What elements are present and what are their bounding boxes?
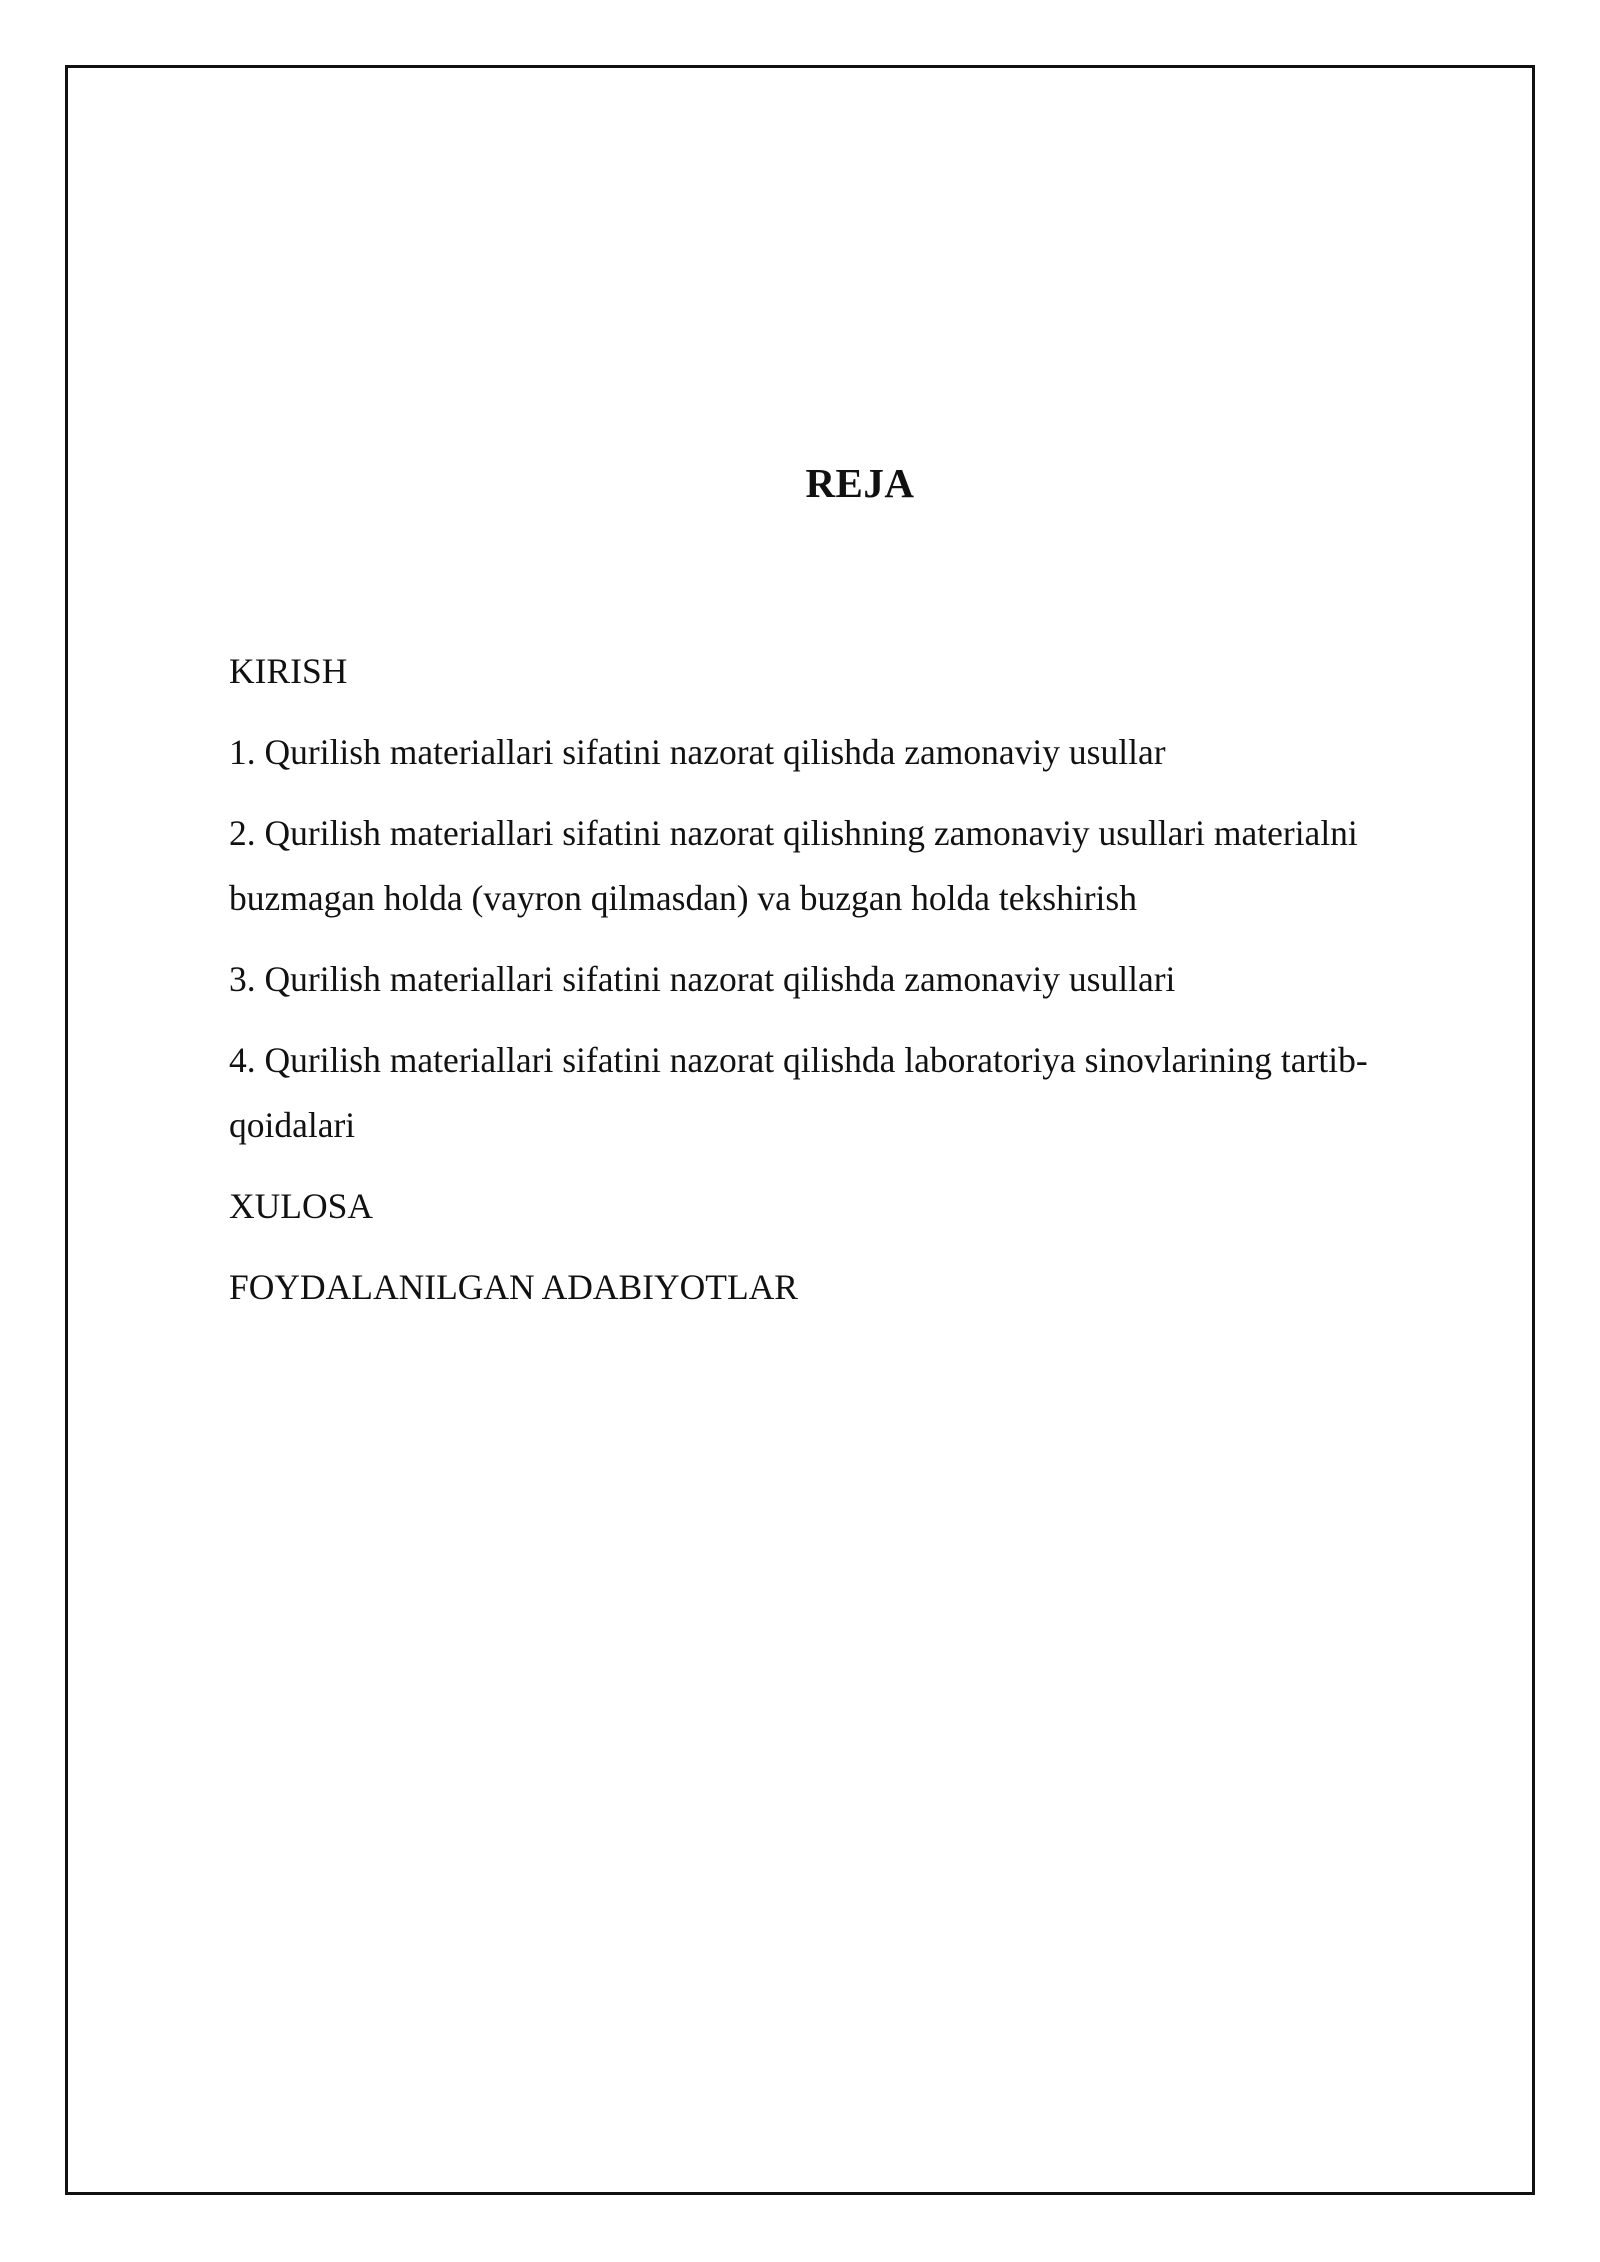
plan-item-1: 1. Qurilish materiallari sifatini nazorat qilishda zamonaviy usullar <box>229 732 1166 772</box>
plan-item-introduction: KIRISH <box>229 651 348 691</box>
plan-item-3: 3. Qurilish materiallari sifatini nazorat qilishda zamonaviy usullari <box>229 959 1176 999</box>
plan-item-references: FOYDALANILGAN ADABIYOTLAR <box>229 1267 798 1307</box>
plan-item-conclusion: XULOSA <box>229 1186 373 1226</box>
plan-list <box>229 639 1449 1336</box>
plan-item-2: 2. Qurilish materiallari sifatini nazorat qilishning zamonaviy usullari materialni buzmagan holda (vayron qilmasdan) va buzgan holda tekshirish <box>229 813 1358 918</box>
page-title: REJA <box>805 460 915 506</box>
plan-item-4: 4. Qurilish materiallari sifatini nazorat qilishda laboratoriya sinovlarining tartib-qoidalari <box>229 1040 1368 1145</box>
